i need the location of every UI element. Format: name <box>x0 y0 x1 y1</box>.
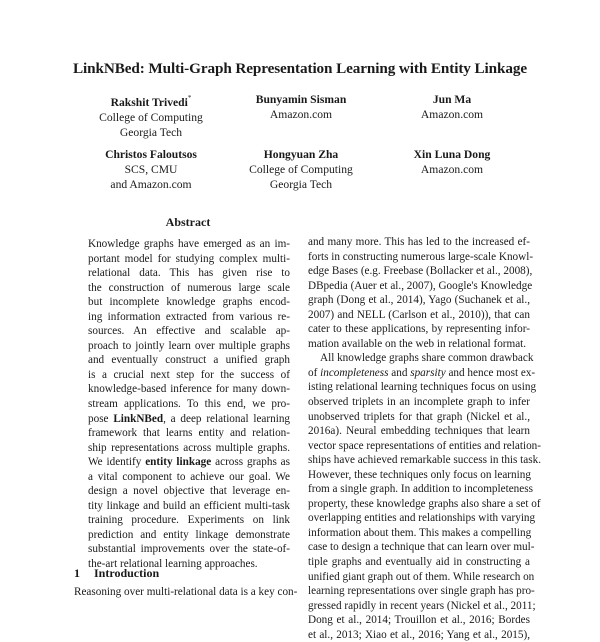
text-line: framework that learns entity and relation- <box>88 427 290 440</box>
text-line: information about them. This makes a compelling <box>308 526 532 539</box>
text-line: 2016a). Neural embedding techniques that learn <box>308 425 530 438</box>
paper-title: LinkNBed: Multi-Graph Representation Learning with Entity Linkage <box>73 60 527 77</box>
text-line: observed triplets in an incomplete graph to infer <box>308 396 530 409</box>
text-line: sources. An effective and scalable ap- <box>88 325 290 338</box>
text-line: We identify entity linkage across graphs as <box>88 456 291 469</box>
text-line: et al., 2013; Xiao et al., 2016; Yang et al., 2015), <box>308 628 530 641</box>
author-name: Jun Ma <box>432 93 472 106</box>
text-line: ships have achieved remarkable success in this task. <box>308 454 541 467</box>
author-mark: * <box>187 94 192 102</box>
text-line: of incompleteness and sparsity and hence most ex- <box>308 366 536 379</box>
intro-paragraph: Reasoning over multi-relational data is a key con- <box>74 586 298 598</box>
section-heading <box>74 566 159 581</box>
text-line: However, these techniques only focus on learning <box>308 468 531 481</box>
author-name: Bunyamin Sisman <box>255 93 347 106</box>
text-line: overlapping entities and relationships with varying <box>308 512 536 525</box>
text-line: Dong et al., 2014; Trouillon et al., 2016; Bordes <box>308 614 530 627</box>
text-line: and many more. This has led to the increased ef- <box>308 236 530 248</box>
text-line: mation available on the web in relational format. <box>308 337 527 350</box>
text-line: DBpedia (Auer et al., 2007), Google's Knowledge <box>308 279 533 292</box>
text-line: relational data. This has given rise to <box>88 267 290 280</box>
section-title: Introduction <box>94 566 160 580</box>
text-line: the construction of numerous large scale <box>88 281 290 294</box>
text-line: case to design a technique that can learn over mul- <box>308 541 535 554</box>
text-line: property, these knowledge graphs also share a set of <box>308 497 541 510</box>
text-line: tity linkage and build an efficient multi-task <box>88 499 290 512</box>
text-line: is a crucial next step for the success of <box>88 368 290 381</box>
bold-term: LinkNBed <box>113 412 164 425</box>
text-line: graph (Dong et al., 2014), Yago (Suchanek et al., <box>308 294 530 307</box>
author-affiliation: Georgia Tech <box>269 178 333 191</box>
author-affiliation: SCS, CMU <box>124 163 178 176</box>
text-line: gressed rapidly in recent years (Nickel et al., 2011; <box>308 599 536 612</box>
text-line: but incomplete knowledge graphs encod- <box>88 296 290 309</box>
text-line: pose LinkNBed, a deep relational learning <box>88 412 291 425</box>
text-line: unified giant graph out of them. While research on <box>308 570 535 583</box>
text-line: Knowledge graphs have emerged as an im- <box>88 238 290 250</box>
author-affiliation: and Amazon.com <box>110 178 192 191</box>
author-name: Christos Faloutsos <box>105 148 197 161</box>
text-line: training procedure. Experiments on link <box>88 514 290 527</box>
text-line: edge Bases (e.g. Freebase (Bollacker et al., 2008), <box>308 265 533 278</box>
text-line: forts in constructing numerous large-scale Knowl- <box>308 250 534 263</box>
abstract-body <box>88 237 290 572</box>
author-name: Rakshit Trivedi <box>110 95 188 109</box>
author-affiliation: College of Computing <box>99 110 203 124</box>
text-line: isting relational learning techniques focus on using <box>308 381 537 394</box>
text-line: and eventually construct a unified graph <box>88 354 290 367</box>
text-line: cater to these applications, by representing infor- <box>308 323 530 336</box>
text-line: ing information extracted from various re- <box>88 310 290 323</box>
author-name: Hongyuan Zha <box>263 148 339 161</box>
text-line: a vital component to achieve our goal. We <box>88 470 290 483</box>
text-line: 2007) and NELL (Carlson et al., 2010)), that can <box>308 308 530 321</box>
text-line: vector space representations of entities and relation- <box>308 439 541 452</box>
bold-term: entity linkage <box>145 456 212 469</box>
text-line: from a single graph. In addition to incompleteness <box>308 483 533 496</box>
text-line: portant model for studying complex multi- <box>88 252 290 265</box>
author-affiliation: College of Computing <box>249 163 353 176</box>
text-line: All knowledge graphs share common drawback <box>320 352 534 365</box>
section-number: 1 <box>74 566 80 580</box>
text-line: ship representations across multiple graphs. <box>88 441 290 454</box>
author-affiliation: Georgia Tech <box>119 125 183 139</box>
italic-term: sparsity <box>410 366 446 379</box>
italic-term: incompleteness <box>320 366 389 379</box>
author-affiliation: Amazon.com <box>420 108 484 121</box>
text-line: knowledge-based inference for many down- <box>88 383 290 396</box>
text-line: prediction and entity linkage demonstrate <box>88 528 290 541</box>
text-line: substantial improvements over the state-of- <box>88 543 290 556</box>
author-name: Xin Luna Dong <box>413 148 491 161</box>
author-affiliation: Amazon.com <box>420 163 484 176</box>
text-line: proach to jointly learn over multiple graphs <box>88 339 290 352</box>
abstract-heading: Abstract <box>165 215 211 229</box>
text-line: unobserved triplets for that graph (Nickel et al., <box>308 410 530 423</box>
author-affiliation: Amazon.com <box>269 108 333 121</box>
right-column-body <box>308 235 541 642</box>
author-block <box>357 92 547 122</box>
text-line: stream applications. To this end, we pro- <box>88 398 290 411</box>
text-line: learning representations over single graph has pro- <box>308 585 535 598</box>
text-line: the-art relational learning approaches. <box>88 558 258 571</box>
text-line: design a novel objective that leverage en- <box>88 485 290 498</box>
author-block <box>357 147 547 177</box>
text-line: tiple graphs and eventually aid in constructing a <box>308 556 530 569</box>
